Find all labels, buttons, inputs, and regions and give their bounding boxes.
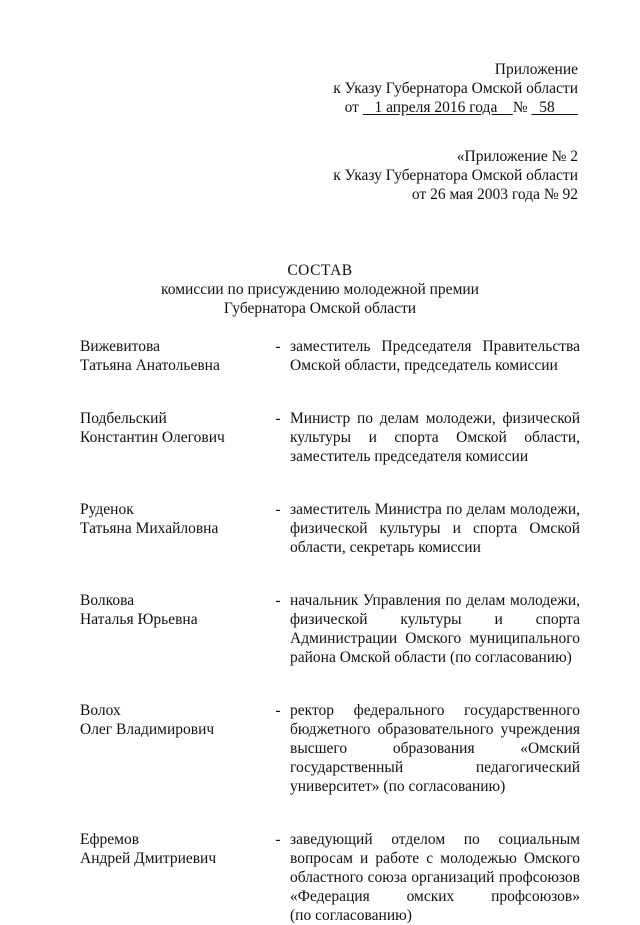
appendix-decree-ref: к Указу Губернатора Омской области	[333, 80, 578, 97]
member-role: заведующий отделом по социальным вопросам и работе с молодежью Омского областного союза организаций профсоюзов «Федерация омских профсоюзов» (по согласованию)	[290, 831, 580, 924]
member-name: Волох Олег Владимирович	[80, 702, 215, 738]
previous-appendix-header	[333, 147, 578, 204]
member-dash: -	[275, 410, 281, 427]
document-title	[0, 261, 640, 318]
member-name: Ефремов Андрей Дмитриевич	[80, 831, 217, 867]
member-name: Вижевитова Татьяна Анатольевна	[80, 338, 220, 374]
member-row	[80, 409, 580, 466]
appendix-number-value: 58	[539, 99, 555, 116]
member-role: ректор федерального государственного бюджетного образовательного учреждения высшего образования «Омский государственный педагогический университет» (по согласованию)	[290, 702, 580, 795]
appendix-label: Приложение	[494, 61, 578, 78]
title-main: СОСТАВ	[287, 262, 353, 279]
member-role: заместитель Председателя Правительства Омской области, председатель комиссии	[290, 338, 580, 374]
member-dash: -	[275, 702, 281, 719]
member-role: начальник Управления по делам молодежи, физической культуры и спорта Администрации Омского муниципального района Омской области (по согласованию)	[290, 592, 580, 666]
title-subtitle-2: Губернатора Омской области	[223, 300, 417, 317]
appendix-number-label: №	[512, 99, 528, 116]
member-dash: -	[275, 338, 281, 355]
title-subtitle-1: комиссии по присуждению молодежной премии	[161, 281, 479, 298]
member-row	[80, 337, 580, 375]
appendix-date-line	[333, 98, 578, 117]
appendix-header	[333, 60, 578, 117]
member-role: заместитель Министра по делам молодежи, физической культуры и спорта Омской области, секретарь комиссии	[290, 501, 580, 556]
previous-appendix-decree-ref: к Указу Губернатора Омской области	[333, 167, 578, 184]
member-name: Волкова Наталья Юрьевна	[80, 592, 198, 628]
appendix-date-prefix: от	[344, 99, 359, 116]
member-row	[80, 701, 580, 796]
previous-appendix-label: «Приложение № 2	[456, 148, 578, 165]
appendix-date-value: 1 апреля 2016 года	[374, 99, 498, 116]
member-row	[80, 830, 580, 925]
member-dash: -	[275, 592, 281, 609]
commission-members-list	[80, 337, 580, 925]
member-row	[80, 500, 580, 557]
member-dash: -	[275, 831, 281, 848]
member-row	[80, 591, 580, 667]
member-role: Министр по делам молодежи, физической культуры и спорта Омской области, заместитель председателя комиссии	[290, 410, 580, 465]
member-name: Подбельский Константин Олегович	[80, 410, 225, 446]
previous-appendix-date: от 26 мая 2003 года № 92	[411, 186, 578, 203]
member-name: Руденок Татьяна Михайловна	[80, 501, 219, 537]
member-dash: -	[275, 501, 281, 518]
